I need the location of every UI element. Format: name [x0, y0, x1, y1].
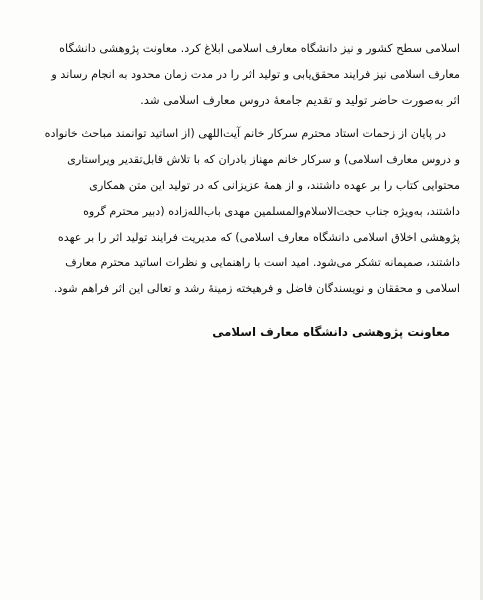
signature: معاونت پژوهشی دانشگاه معارف اسلامی: [212, 324, 450, 339]
paragraph-1-line-3: اثر به‌صورت حاضر تولید و تقدیم جامعهٔ دروس معارف اسلامی شد.: [140, 92, 460, 107]
paragraph-2-line-4: داشتند، به‌ویژه جناب حجت‌الاسلام‌والمسلمین مهدی باب‌الله‌زاده (دبیر محترم گروه: [83, 204, 460, 218]
paragraph-2-line-1: در پایان از زحمات استاد محترم سرکار خانم آیت‌اللهی (از اساتید توانمند مباحث خانواده: [44, 127, 446, 141]
paragraph-1-line-2: معارف اسلامی نیز فرایند محقق‌یابی و تولید اثر را در مدت زمان محدود به انجام رساند و: [51, 67, 460, 81]
paragraph-2-line-7: اسلامی و محققان و نویسندگان فاضل و فرهیخته زمینهٔ رشد و تعالی این اثر فراهم شود.: [53, 282, 460, 296]
paragraph-2-line-5: پژوهشی اخلاق اسلامی دانشگاه معارف اسلامی) که مدیریت فرایند تولید اثر را بر عهده: [57, 230, 460, 244]
paragraph-gap: [20, 113, 460, 121]
paragraph-2-line-6: داشتند، صمیمانه تشکر می‌شود. امید است با راهنمایی و نظرات اساتید محترم معارف: [65, 256, 460, 270]
paragraph-1-line-1: اسلامی سطح کشور و نیز دانشگاه معارف اسلامی ابلاغ کرد. معاونت پژوهشی دانشگاه: [59, 42, 460, 55]
document-body: [20, 36, 460, 344]
paragraph-2-line-2: و دروس معارف اسلامی) و سرکار خانم مهناز بادران که با تلاش قابل‌تقدیر ویراستاری: [67, 153, 460, 167]
paragraph-2-line-3: محتوایی کتاب را بر عهده داشتند، و از همهٔ عزیزانی که در تولید این متن همکاری: [89, 178, 460, 192]
